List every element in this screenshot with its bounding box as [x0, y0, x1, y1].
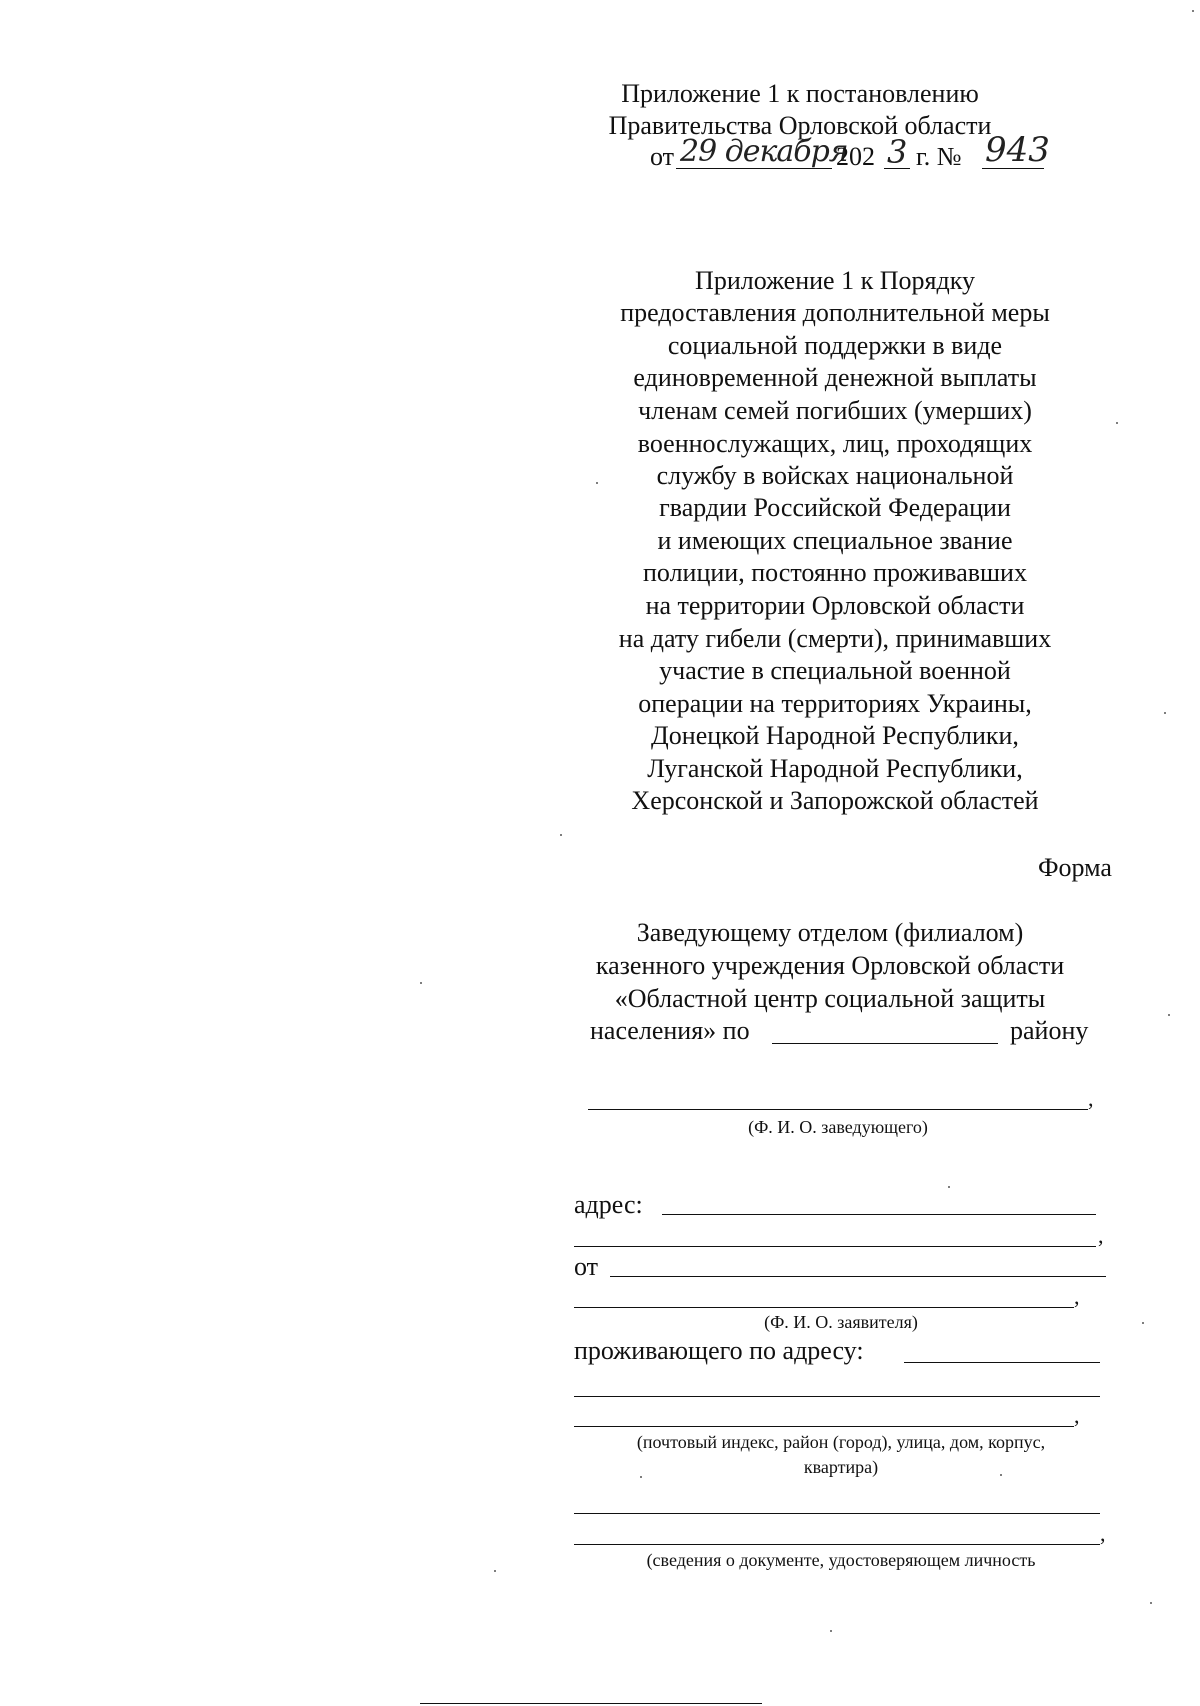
postal-address-caption-line2: квартира)	[803, 1457, 879, 1477]
scan-speck	[494, 1570, 496, 1572]
procedure-line: на территории Орловской области	[645, 591, 1025, 620]
scan-speck	[1142, 1322, 1144, 1324]
scan-speck	[596, 482, 598, 484]
comma: ,	[1074, 1284, 1080, 1309]
scan-speck	[1150, 1602, 1152, 1604]
comma: ,	[1074, 1403, 1080, 1428]
number-underline	[982, 168, 1044, 169]
scan-speck	[1116, 422, 1118, 424]
addressee-line: «Областной центр социальной защиты	[614, 984, 1046, 1013]
addressee-line: Заведующему отделом (филиалом)	[636, 918, 1024, 947]
applicant-name-field-continuation[interactable]	[574, 1307, 1074, 1308]
scan-speck	[640, 1476, 642, 1478]
comma: ,	[1100, 1521, 1106, 1546]
district-prefix: населения» по	[590, 1016, 750, 1045]
head-name-caption: (Ф. И. О. заведующего)	[748, 1117, 928, 1137]
scan-speck	[948, 1186, 950, 1188]
scan-speck	[420, 982, 422, 984]
procedure-line: участие в специальной военной	[659, 656, 1011, 685]
scan-speck	[830, 1630, 832, 1632]
scan-speck	[560, 834, 562, 836]
procedure-line: Донецкой Народной Республики,	[651, 721, 1019, 750]
scan-speck	[1000, 1474, 1002, 1476]
procedure-line: предоставления дополнительной меры	[620, 298, 1050, 327]
handwritten-year: 3	[887, 133, 908, 171]
procedure-line: полиции, постоянно проживавших	[643, 558, 1027, 587]
residence-field-continuation[interactable]	[574, 1396, 1100, 1397]
handwritten-date: 29 декабря	[680, 134, 848, 169]
address-field[interactable]	[662, 1214, 1096, 1215]
scan-speck	[1164, 712, 1166, 714]
applicant-name-field[interactable]	[610, 1276, 1106, 1277]
year-underline	[884, 168, 910, 169]
procedure-line: гвардии Российской Федерации	[659, 493, 1011, 522]
procedure-line: социальной поддержки в виде	[667, 331, 1003, 360]
scan-speck	[1192, 10, 1194, 12]
year-suffix: г. №	[916, 142, 962, 171]
identity-document-field[interactable]	[574, 1513, 1100, 1514]
scan-speck	[1168, 1014, 1170, 1016]
procedure-line: на дату гибели (смерти), принимавших	[618, 624, 1052, 653]
address-label: адрес:	[574, 1190, 643, 1219]
procedure-line: Херсонской и Запорожской областей	[631, 786, 1039, 815]
procedure-line: и имеющих специальное звание	[657, 526, 1013, 555]
procedure-line: военнослужащих, лиц, проходящих	[637, 429, 1033, 458]
district-field[interactable]	[772, 1043, 998, 1044]
applicant-name-caption: (Ф. И. О. заявителя)	[764, 1312, 918, 1332]
form-label: Форма	[1038, 853, 1112, 882]
residence-label: проживающего по адресу:	[574, 1336, 864, 1365]
procedure-line: единовременной денежной выплаты	[633, 363, 1037, 392]
procedure-line: Приложение 1 к Порядку	[695, 266, 975, 295]
procedure-line: операции на территориях Украины,	[638, 689, 1032, 718]
addressee-line: казенного учреждения Орловской области	[595, 951, 1065, 980]
head-name-field[interactable]	[588, 1109, 1088, 1110]
procedure-line: членам семей погибших (умерших)	[638, 396, 1032, 425]
comma: ,	[1088, 1086, 1094, 1111]
identity-document-caption: (сведения о документе, удостоверяющем личность	[646, 1550, 1036, 1570]
year-prefix: 202	[836, 142, 875, 171]
residence-field[interactable]	[904, 1362, 1100, 1363]
comma: ,	[1098, 1223, 1104, 1248]
procedure-line: Луганской Народной Республики,	[647, 754, 1023, 783]
date-underline	[676, 168, 832, 169]
postal-address-caption-line1: (почтовый индекс, район (город), улица, дом, корпус,	[636, 1432, 1046, 1452]
identity-document-field-continuation[interactable]	[574, 1544, 1100, 1545]
bottom-rule	[420, 1703, 762, 1704]
residence-field-continuation[interactable]	[574, 1426, 1074, 1427]
date-prefix: от	[650, 142, 675, 171]
handwritten-number: 943	[985, 130, 1050, 170]
district-suffix: району	[1010, 1016, 1089, 1045]
resolution-appendix-line1: Приложение 1 к постановлению	[621, 79, 979, 108]
resolution-appendix-line2: Правительства Орловской области	[608, 111, 992, 140]
from-label: от	[574, 1252, 599, 1281]
address-field-continuation[interactable]	[574, 1246, 1096, 1247]
procedure-line: службу в войсках национальной	[656, 461, 1014, 490]
